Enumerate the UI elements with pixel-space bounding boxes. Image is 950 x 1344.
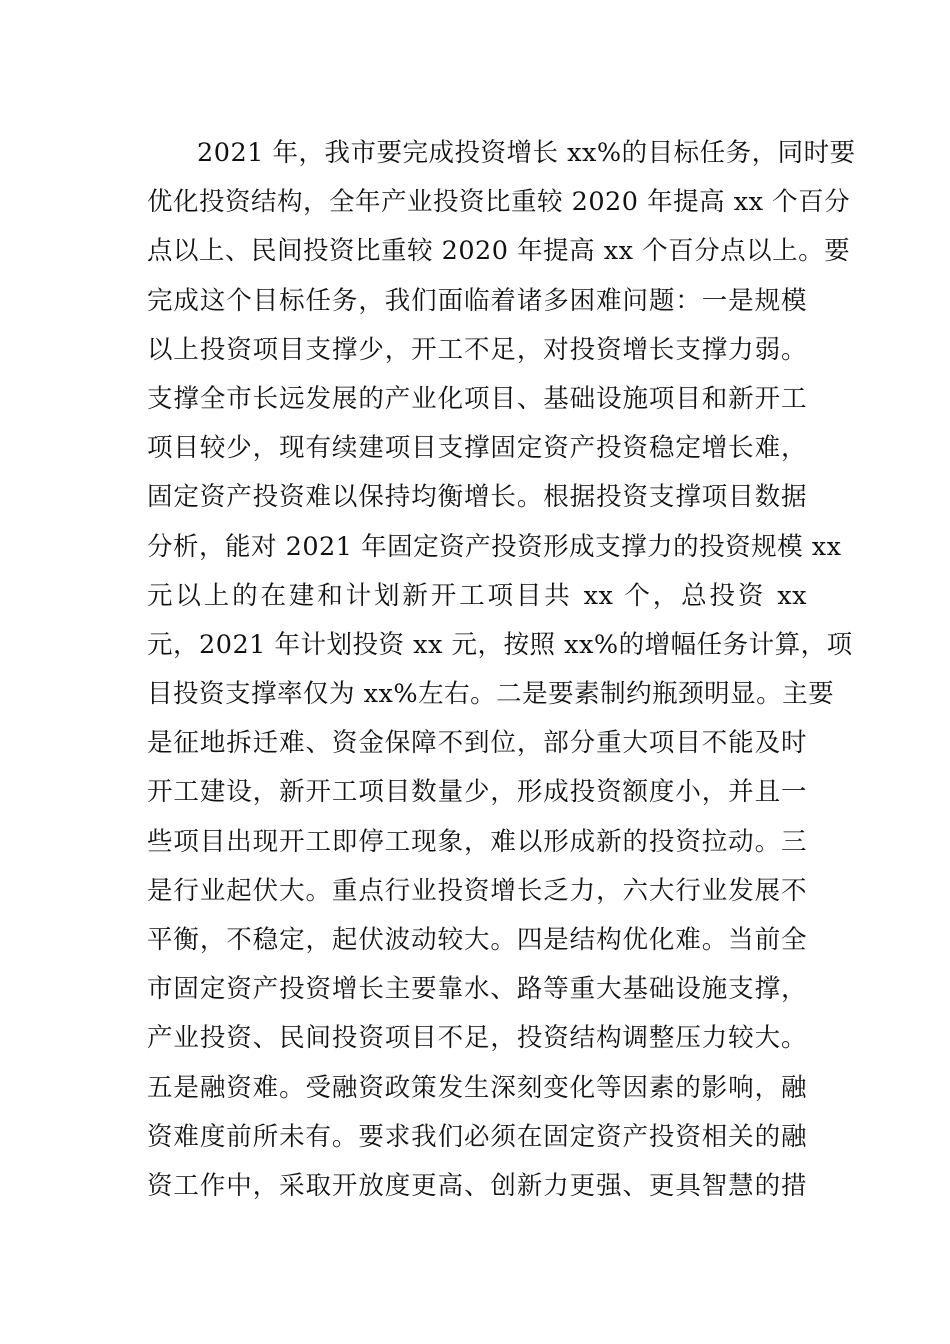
paragraph-line: 元，2021 年计划投资 xx 元，按照 xx%的增幅任务计算，项: [147, 629, 853, 660]
paragraph-line: 2021 年，我市要完成投资增长 xx%的目标任务，同时要: [197, 138, 856, 168]
paragraph-line: 以上投资项目支撑少，开工不足，对投资增长支撑力弱。: [147, 334, 807, 365]
body-paragraph: [147, 129, 856, 1211]
paragraph-line: 固定资产投资难以保持均衡增长。根据投资支撑项目数据: [147, 482, 807, 513]
paragraph-line: 优化投资结构，全年产业投资比重较 2020 年提高 xx 个百分: [147, 187, 851, 218]
paragraph-line: 支撑全市长远发展的产业化项目、基础设施项目和新开工: [147, 383, 807, 414]
paragraph-line: 点以上、民间投资比重较 2020 年提高 xx 个百分点以上。要: [147, 236, 851, 267]
paragraph-line: 目投资支撑率仅为 xx%左右。二是要素制约瓶颈明显。主要: [147, 679, 835, 710]
paragraph-line: 开工建设，新开工项目数量少，形成投资额度小，并且一: [147, 777, 807, 808]
paragraph-line: 完成这个目标任务，我们面临着诸多困难问题：一是规模: [147, 285, 807, 316]
paragraph-line: 市固定资产投资增长主要靠水、路等重大基础设施支撑，: [147, 974, 807, 1005]
paragraph-line: 资工作中，采取开放度更高、创新力更强、更具智慧的措: [147, 1170, 807, 1201]
paragraph-line: 产业投资、民间投资项目不足，投资结构调整压力较大。: [147, 1023, 807, 1054]
paragraph-line: 项目较少，现有续建项目支撑固定资产投资稳定增长难，: [147, 433, 807, 464]
paragraph-line: 分析，能对 2021 年固定资产投资形成支撑力的投资规模 xx: [147, 531, 842, 562]
paragraph-line: 是行业起伏大。重点行业投资增长乏力，六大行业发展不: [147, 875, 807, 906]
paragraph-line: 五是融资难。受融资政策发生深刻变化等因素的影响，融: [147, 1072, 807, 1103]
paragraph-line: 元以上的在建和计划新开工项目共 xx 个，总投资 xx: [147, 580, 807, 611]
paragraph-line: 是征地拆迁难、资金保障不到位，部分重大项目不能及时: [147, 728, 807, 759]
paragraph-line: 资难度前所未有。要求我们必须在固定资产投资相关的融: [147, 1121, 807, 1152]
paragraph-line: 平衡，不稳定，起伏波动较大。四是结构优化难。当前全: [147, 925, 807, 955]
paragraph-line: 些项目出现开工即停工现象，难以形成新的投资拉动。三: [147, 826, 807, 857]
